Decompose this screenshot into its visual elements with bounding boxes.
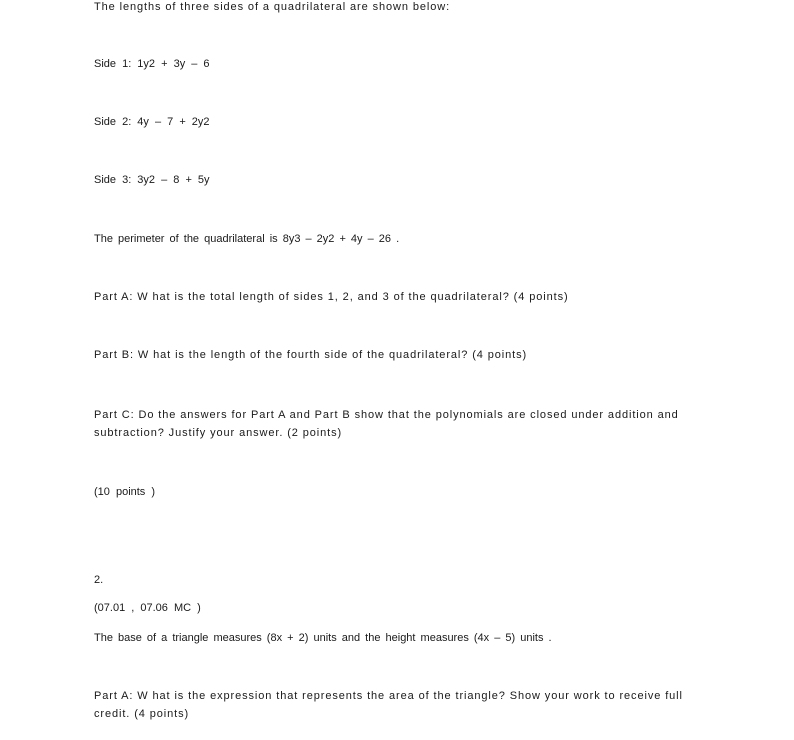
question2-stem: The base of a triangle measures (8x + 2) units and the height measures (4x – 5) units .	[94, 632, 552, 644]
question2-part-a: Part A: W hat is the expression that represents the area of the triangle? Show your work to receive full credit. (4 points)	[94, 690, 683, 720]
side-3: Side 3: 3y2 – 8 + 5y	[94, 174, 210, 186]
question2-number: 2.	[94, 574, 104, 586]
side-1: Side 1: 1y2 + 3y – 6	[94, 58, 210, 70]
question1-part-c: Part C: Do the answers for Part A and Part B show that the polynomials are closed under addition and subtraction? Justify your answer. (2 points)	[94, 409, 679, 439]
perimeter-statement: The perimeter of the quadrilateral is 8y3 – 2y2 + 4y – 26 .	[94, 233, 400, 245]
question1-intro: The lengths of three sides of a quadrilateral are shown below:	[94, 1, 451, 13]
question2-standards: (07.01 , 07.06 MC )	[94, 602, 201, 614]
question1-part-a: Part A: W hat is the total length of sides 1, 2, and 3 of the quadrilateral? (4 points)	[94, 291, 569, 303]
side-2: Side 2: 4y – 7 + 2y2	[94, 116, 210, 128]
question1-points-total: (10 points )	[94, 486, 156, 498]
question1-part-b: Part B: W hat is the length of the fourth side of the quadrilateral? (4 points)	[94, 349, 528, 361]
